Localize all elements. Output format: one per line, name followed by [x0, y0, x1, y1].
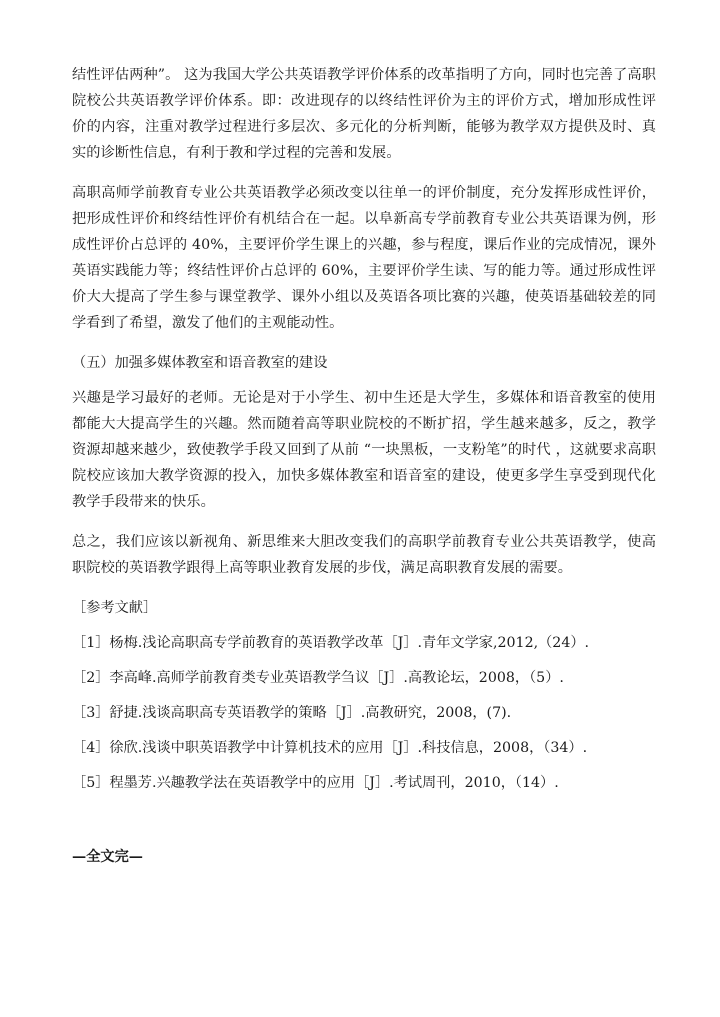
section-heading: （五）加强多媒体教室和语音教室的建设 — [72, 355, 328, 371]
references-title: ［参考文献］ — [72, 600, 158, 616]
body-paragraph: 高职高师学前教育专业公共英语教学必须改变以往单一的评价制度，充分发挥形成性评价，把形成性评价和终结性评价有机结合在一起。以阜新高专学前教育专业公共英语课为例，形成性评价占总评的 40%，主要评价学生课上的兴趣，参与程度，课后作业的完成情况，课外英语实践能力等；终结性评价占总评的 60%，主要评价学生读、写的能力等。通过形成性评价大大提高了学生参与课堂教学、课外小组以及英语各项比赛的兴趣，使英语基础较差的同学看到了希望，激发了他们的主观能动性。 — [72, 185, 656, 331]
body-paragraph: 结性评估两种”。 这为我国大学公共英语教学评价体系的改革指明了方向，同时也完善了高职院校公共英语教学评价体系。即：改进现存的以终结性评价为主的评价方式，增加形成性评价的内容，注重对教学过程进行多层次、多元化的分析判断，能够为教学双方提供及时、真实的诊断性信息，有利于教和学过程的完善和发展。 — [72, 67, 656, 161]
body-paragraph: 兴趣是学习最好的老师。无论是对于小学生、初中生还是大学生，多媒体和语音教室的使用都能大大提高学生的兴趣。然而随着高等职业院校的不断扩招，学生越来越多，反之，教学资源却越来越少，致使教学手段又回到了从前 “一块黑板，一支粉笔”的时代 ，这就要求高职院校应该加大教学资源的投入，加快多媒体教室和语音室的建设，使更多学生享受到现代化教学手段带来的快乐。 — [72, 390, 656, 510]
reference-item: ［4］徐欣.浅谈中职英语教学中计算机技术的应用［J］.科技信息，2008，（34）. — [72, 740, 588, 756]
reference-item: ［3］舒捷.浅谈高职高专英语教学的策略［J］.高教研究，2008，(7). — [72, 705, 512, 721]
conclusion-paragraph: 总之，我们应该以新视角、新思维来大胆改变我们的高职学前教育专业公共英语教学，使高职院校的英语教学跟得上高等职业教育发展的步伐，满足高职教育发展的需要。 — [72, 534, 656, 576]
reference-item: ［2］李高峰.高师学前教育类专业英语教学刍议［J］.高教论坛，2008，（5）. — [72, 670, 564, 686]
end-of-document-mark: —全文完— — [72, 849, 143, 865]
document-page — [72, 62, 656, 805]
references-list — [72, 630, 656, 796]
reference-item: ［1］杨梅.浅论高职高专学前教育的英语教学改革［J］.青年文学家,2012,（24）. — [72, 635, 590, 651]
reference-item: ［5］程墨芳.兴趣教学法在英语教学中的应用［J］.考试周刊，2010，（14）. — [72, 775, 559, 791]
